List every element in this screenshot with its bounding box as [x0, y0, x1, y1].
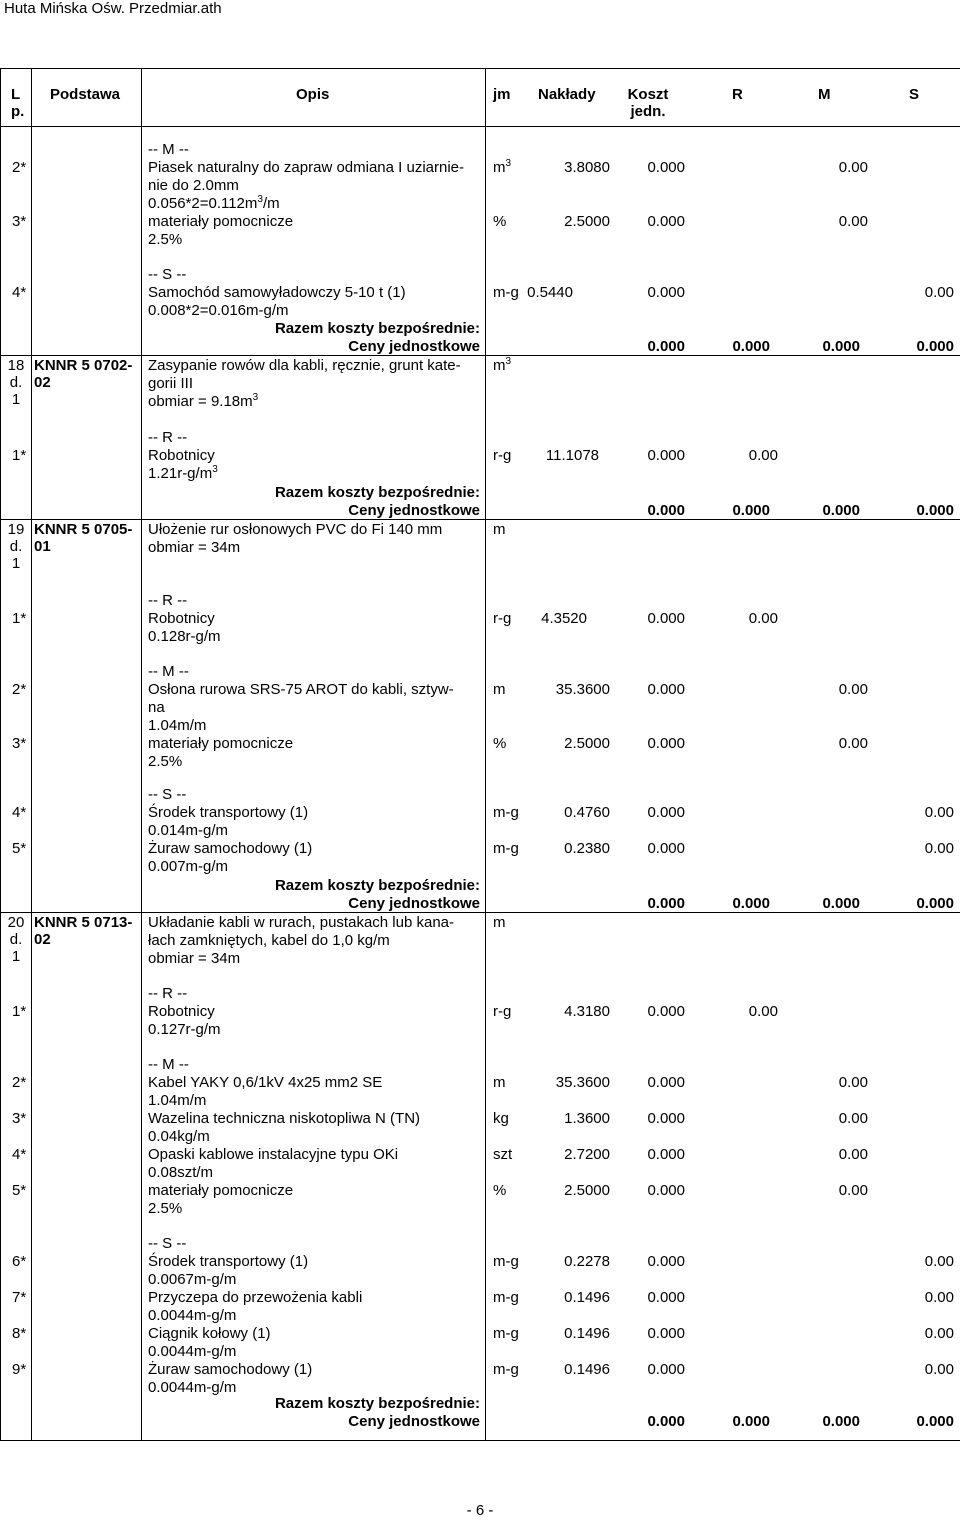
resource-name: Robotnicy: [148, 1003, 215, 1020]
row-koszt: 0.000: [647, 159, 685, 176]
row-value: 0.00: [838, 213, 868, 230]
row-koszt: 0.000: [647, 1146, 685, 1163]
resource-norm: 2.5%: [148, 231, 183, 248]
row-unit: m-g: [493, 1253, 519, 1270]
ceny-label: Ceny jednostkowe: [348, 1413, 480, 1430]
row-naklady: 1.3600: [564, 1110, 610, 1127]
razem-label: Razem koszty bezpośrednie:: [274, 877, 480, 894]
total-value: 0.000: [732, 502, 770, 519]
total-value: 0.000: [822, 338, 860, 355]
row-value: 0.00: [748, 1003, 778, 1020]
row-koszt: 0.000: [647, 804, 685, 821]
row-value: 0.00: [924, 1325, 954, 1342]
row-naklady: 4.3180: [564, 1003, 610, 1020]
row-koszt: 0.000: [647, 1325, 685, 1342]
razem-label: Razem koszty bezpośrednie:: [274, 484, 480, 501]
row-unit: m-g: [493, 804, 519, 821]
row-value: 0.00: [748, 610, 778, 627]
row-naklady: 0.1496: [564, 1325, 610, 1342]
table-top-border: [0, 68, 960, 69]
row-value: 0.00: [838, 735, 868, 752]
row-naklady: 0.1496: [564, 1361, 610, 1378]
row-unit: r-g: [493, 610, 512, 627]
resource-norm: 0.008*2=0.016m-g/m: [148, 302, 289, 319]
row-lp: 9*: [12, 1361, 27, 1378]
row-value: 0.00: [924, 840, 954, 857]
row-koszt: 0.000: [647, 213, 685, 230]
resource-name: Robotnicy: [148, 447, 215, 464]
row-lp: 7*: [12, 1289, 27, 1306]
row-value: 0.00: [924, 1289, 954, 1306]
row-value: 0.00: [838, 1110, 868, 1127]
col-divider-opis: [485, 68, 486, 1440]
header-jm: jm: [493, 86, 511, 103]
row-unit: r-g: [493, 1003, 512, 1020]
col-divider-podstawa: [141, 68, 142, 1440]
row-naklady: 3.8080: [564, 159, 610, 176]
total-value: 0.000: [732, 895, 770, 912]
row-naklady: 2.7200: [564, 1146, 610, 1163]
total-value: 0.000: [647, 895, 685, 912]
position-basis: KNNR 5 0713- 02: [34, 914, 133, 948]
total-value: 0.000: [822, 1413, 860, 1430]
row-lp: 1*: [12, 447, 27, 464]
total-value: 0.000: [822, 895, 860, 912]
row-naklady: 35.3600: [555, 681, 610, 698]
header-podstawa: Podstawa: [50, 86, 121, 103]
resource-norm: $1.21r-g/m^3$: [148, 464, 218, 482]
resource-name: materiały pomocnicze: [148, 735, 294, 752]
resource-name-cont: na: [148, 699, 165, 716]
row-naklady: 0.2278: [564, 1253, 610, 1270]
row-naklady: 0.4760: [564, 804, 610, 821]
ceny-label: Ceny jednostkowe: [348, 502, 480, 519]
row-koszt: 0.000: [647, 1253, 685, 1270]
row-lp: 5*: [12, 840, 27, 857]
total-value: 0.000: [732, 338, 770, 355]
total-value: 0.000: [916, 338, 954, 355]
row-koszt: 0.000: [647, 1003, 685, 1020]
resource-name: Samochód samowyładowczy 5-10 t (1): [148, 284, 406, 301]
row-lp: 4*: [12, 804, 27, 821]
section-m-marker: -- M --: [148, 141, 189, 158]
row-koszt: 0.000: [647, 1182, 685, 1199]
row-unit: r-g: [493, 447, 512, 464]
header-m: M: [818, 86, 831, 103]
row-unit: m: [493, 1074, 506, 1091]
table-bottom-border: [0, 1440, 960, 1441]
position-description-cont: gorii III: [148, 375, 194, 392]
position-number: 19 d. 1: [7, 521, 25, 572]
row-lp: 5*: [12, 1182, 27, 1199]
section-s-marker: -- S --: [148, 786, 187, 803]
total-value: 0.000: [916, 502, 954, 519]
position-basis: KNNR 5 0705- 01: [34, 521, 133, 555]
row-koszt: 0.000: [647, 284, 685, 301]
total-value: 0.000: [647, 338, 685, 355]
resource-norm: $0.056*2=0.112m^3/m$: [148, 194, 280, 212]
header-opis: Opis: [296, 86, 330, 103]
row-lp: 6*: [12, 1253, 27, 1270]
resource-name: Żuraw samochodowy (1): [148, 840, 313, 857]
resource-norm: 0.0044m-g/m: [148, 1307, 237, 1324]
row-lp: 2*: [12, 1074, 27, 1091]
position-number: 20 d. 1: [7, 914, 25, 965]
row-lp: 3*: [12, 1110, 27, 1127]
resource-norm: 0.128r-g/m: [148, 628, 221, 645]
row-naklady: 2.5000: [564, 1182, 610, 1199]
position-measure: obmiar = $9.18m^3$: [148, 392, 259, 410]
row-lp: 1*: [12, 610, 27, 627]
row-unit: m-g: [493, 1361, 519, 1378]
position-number: 18 d. 1: [7, 357, 25, 408]
header-koszt: Koszt jedn.: [627, 86, 669, 120]
position-description: Ułożenie rur osłonowych PVC do Fi 140 mm: [148, 521, 443, 538]
resource-name: materiały pomocnicze: [148, 1182, 294, 1199]
row-unit: m-g: [493, 840, 519, 857]
page-number: - 6 -: [466, 1502, 494, 1519]
row-naklady: 0.5440: [527, 284, 573, 301]
resource-norm: 0.08szt/m: [148, 1164, 214, 1181]
ceny-label: Ceny jednostkowe: [348, 338, 480, 355]
document-title: Huta Mińska Ośw. Przedmiar.ath: [4, 0, 222, 17]
row-koszt: 0.000: [647, 1361, 685, 1378]
row-koszt: 0.000: [647, 1110, 685, 1127]
section-s-marker: -- S --: [148, 1235, 187, 1252]
header-bottom-border: [0, 126, 960, 127]
resource-norm: 0.014m-g/m: [148, 822, 229, 839]
row-naklady: 0.1496: [564, 1289, 610, 1306]
row-naklady: 35.3600: [555, 1074, 610, 1091]
resource-norm: 0.007m-g/m: [148, 858, 229, 875]
resource-norm: 1.04m/m: [148, 1092, 207, 1109]
row-value: 0.00: [748, 447, 778, 464]
resource-name: Środek transportowy (1): [148, 804, 309, 821]
row-unit: kg: [493, 1110, 509, 1127]
row-value: 0.00: [924, 284, 954, 301]
header-lp: L p.: [11, 86, 25, 120]
row-unit: %: [493, 735, 507, 752]
total-value: 0.000: [647, 1413, 685, 1430]
razem-label: Razem koszty bezpośrednie:: [274, 1395, 480, 1412]
row-naklady: 0.2380: [564, 840, 610, 857]
row-value: 0.00: [924, 1361, 954, 1378]
row-naklady: 4.3520: [541, 610, 587, 627]
row-separator: [0, 519, 960, 520]
resource-name: Robotnicy: [148, 610, 215, 627]
row-koszt: 0.000: [647, 1074, 685, 1091]
section-m-marker: -- M --: [148, 663, 189, 680]
resource-name: Kabel YAKY 0,6/1kV 4x25 mm2 SE: [148, 1074, 383, 1091]
resource-norm: 0.0044m-g/m: [148, 1343, 237, 1360]
row-value: 0.00: [838, 1182, 868, 1199]
row-lp: 1*: [12, 1003, 27, 1020]
position-description: Zasypanie rowów dla kabli, ręcznie, grunt kate-: [148, 357, 461, 374]
total-value: 0.000: [916, 1413, 954, 1430]
row-value: 0.00: [924, 804, 954, 821]
resource-norm: 0.0044m-g/m: [148, 1379, 237, 1396]
position-unit: m: [493, 914, 506, 931]
row-unit: %: [493, 213, 507, 230]
row-lp: 4*: [12, 284, 27, 301]
total-value: 0.000: [822, 502, 860, 519]
position-unit: $m^3$: [493, 356, 512, 374]
row-unit: m-g: [493, 1289, 519, 1306]
row-lp: 2*: [12, 159, 27, 176]
row-separator: [0, 355, 960, 356]
row-unit: m-g: [493, 1325, 519, 1342]
section-r-marker: -- R --: [148, 429, 188, 446]
ceny-label: Ceny jednostkowe: [348, 895, 480, 912]
row-koszt: 0.000: [647, 1289, 685, 1306]
row-lp: 4*: [12, 1146, 27, 1163]
section-m-marker: -- M --: [148, 1056, 189, 1073]
resource-name: Wazelina techniczna niskotopliwa N (TN): [148, 1110, 421, 1127]
resource-name: Opaski kablowe instalacyjne typu OKi: [148, 1146, 399, 1163]
resource-name: Przyczepa do przewożenia kabli: [148, 1289, 363, 1306]
resource-norm: 1.04m/m: [148, 717, 207, 734]
resource-name: materiały pomocnicze: [148, 213, 294, 230]
header-r: R: [732, 86, 743, 103]
resource-norm: 0.127r-g/m: [148, 1021, 221, 1038]
resource-name: Żuraw samochodowy (1): [148, 1361, 313, 1378]
resource-norm: 0.0067m-g/m: [148, 1271, 237, 1288]
resource-name: Piasek naturalny do zapraw odmiana I uziarnie-: [148, 159, 465, 176]
section-s-marker: -- S --: [148, 266, 187, 283]
resource-name: Osłona rurowa SRS-75 AROT do kabli, sztyw-: [148, 681, 454, 698]
row-value: 0.00: [838, 681, 868, 698]
row-value: 0.00: [838, 1074, 868, 1091]
row-separator: [0, 912, 960, 913]
row-naklady: 2.5000: [564, 213, 610, 230]
row-lp: 8*: [12, 1325, 27, 1342]
total-value: 0.000: [732, 1413, 770, 1430]
resource-name: Środek transportowy (1): [148, 1253, 309, 1270]
row-lp: 3*: [12, 213, 27, 230]
position-description-cont: łach zamkniętych, kabel do 1,0 kg/m: [148, 932, 390, 949]
resource-name-cont: nie do 2.0mm: [148, 177, 239, 194]
table-left-border: [0, 68, 1, 1440]
row-unit: %: [493, 1182, 507, 1199]
section-r-marker: -- R --: [148, 985, 188, 1002]
row-koszt: 0.000: [647, 681, 685, 698]
position-measure: obmiar = 34m: [148, 950, 241, 967]
resource-norm: 2.5%: [148, 1200, 183, 1217]
header-naklady: Nakłady: [538, 86, 596, 103]
row-lp: 2*: [12, 681, 27, 698]
total-value: 0.000: [916, 895, 954, 912]
row-koszt: 0.000: [647, 447, 685, 464]
resource-name: Ciągnik kołowy (1): [148, 1325, 271, 1342]
total-value: 0.000: [647, 502, 685, 519]
row-unit: m-g: [493, 284, 519, 301]
section-r-marker: -- R --: [148, 592, 188, 609]
position-basis: KNNR 5 0702- 02: [34, 357, 133, 391]
row-lp: 3*: [12, 735, 27, 752]
row-naklady: 11.1078: [545, 447, 599, 464]
position-measure: obmiar = 34m: [148, 539, 241, 556]
row-naklady: 2.5000: [564, 735, 610, 752]
row-value: 0.00: [838, 159, 868, 176]
row-unit: m: [493, 681, 506, 698]
row-unit: $m^3$: [493, 158, 512, 176]
col-divider-lp: [31, 68, 32, 1440]
resource-norm: 2.5%: [148, 753, 183, 770]
row-koszt: 0.000: [647, 735, 685, 752]
row-koszt: 0.000: [647, 610, 685, 627]
header-s: S: [909, 86, 920, 103]
razem-label: Razem koszty bezpośrednie:: [274, 320, 480, 337]
position-unit: m: [493, 521, 506, 538]
position-description: Układanie kabli w rurach, pustakach lub kana-: [148, 914, 454, 931]
row-koszt: 0.000: [647, 840, 685, 857]
resource-norm: 0.04kg/m: [148, 1128, 210, 1145]
row-value: 0.00: [924, 1253, 954, 1270]
row-value: 0.00: [838, 1146, 868, 1163]
row-unit: szt: [493, 1146, 513, 1163]
